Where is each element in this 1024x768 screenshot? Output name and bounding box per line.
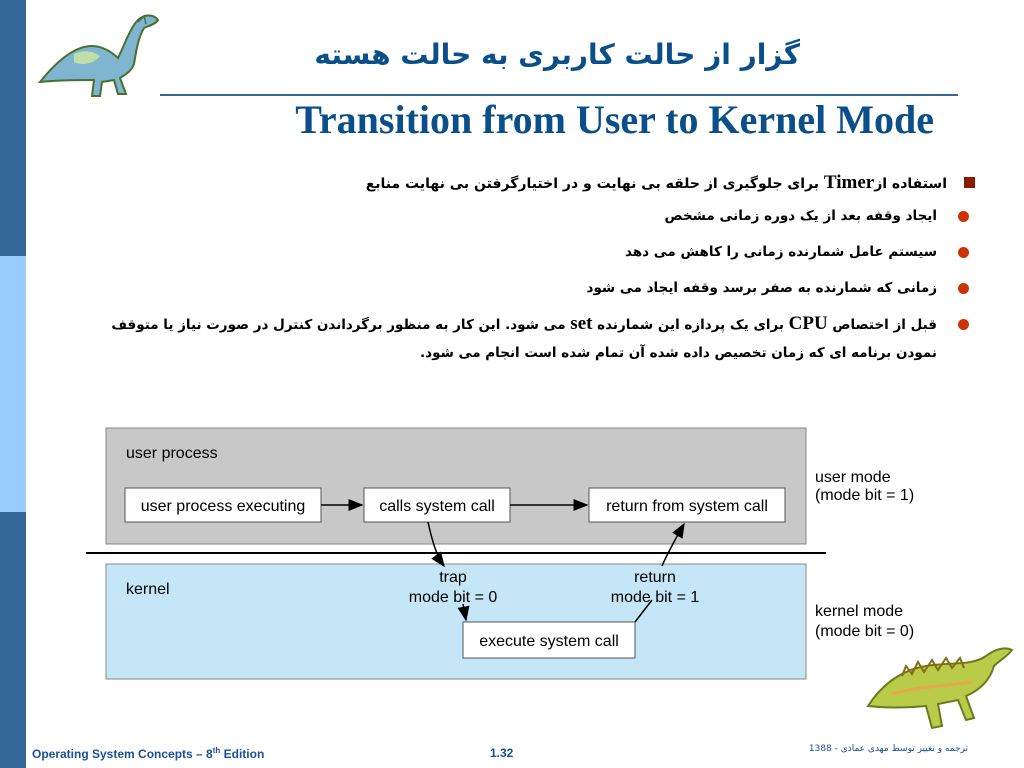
trap-label: trap: [439, 569, 467, 586]
sub-bullet-2-text: سیستم عامل شمارنده زمانی را کاهش می دهد: [624, 244, 937, 260]
main-bullet-text-pre: استفاده از: [874, 176, 947, 192]
user-process-executing-text: user process executing: [140, 498, 306, 515]
user-mode-bit-label: (mode bit = 1): [815, 487, 915, 504]
sub-bullet-4-text-3: می شود. این کار به منظور برگرداندن کنترل در صورت نیاز یا متوقف نمودن برنامه ای که زمان تخصیص داده شده آن تمام شده است انجام می شود.: [111, 317, 937, 361]
timer-term: Timer: [823, 172, 875, 193]
user-process-label: user process: [126, 445, 218, 462]
slide-title-persian: گزار از حالت کاربری به حالت هسته: [314, 38, 800, 71]
sub-bullet-4-text-1: قبل از اختصاص: [827, 317, 937, 333]
footer-page-number: 1.32: [490, 746, 514, 760]
set-term: set: [570, 313, 593, 334]
execute-system-call-text: execute system call: [479, 633, 619, 650]
user-mode-label: user mode: [815, 469, 891, 486]
trap-mode-bit-label: mode bit = 0: [408, 589, 498, 606]
return-label: return: [634, 569, 676, 586]
footer-book-title: [32, 746, 264, 761]
footer-book-sup: th: [212, 746, 221, 755]
calls-system-call-text: calls system call: [379, 498, 495, 515]
sub-bullet-3-text: زمانی که شمارنده به صفر برسد وقفه ایجاد می شود: [586, 280, 937, 296]
footer-book-suffix: Edition: [220, 747, 265, 761]
sub-bullet-4-text-2: برای یک پردازه این شمارنده: [592, 317, 789, 333]
footer-book-prefix: Operating System Concepts – 8: [32, 747, 213, 761]
main-bullet-text-post: برای جلوگیری از حلقه بی نهایت و در اختیارگرفتن بی نهایت منابع: [365, 176, 824, 192]
kernel-mode-label: kernel mode: [815, 603, 904, 620]
cpu-term: CPU: [788, 313, 828, 334]
kernel-mode-bit-label: (mode bit = 0): [815, 623, 915, 640]
sub-bullet-1-text: ایجاد وقفه بعد از یک دوره زمانی مشخص: [664, 208, 937, 224]
dinosaur-bottom-icon: [862, 636, 1022, 736]
kernel-label: kernel: [126, 581, 170, 598]
return-from-system-call-text: return from system call: [606, 498, 768, 515]
return-mode-bit-label: mode bit = 1: [610, 589, 700, 606]
footer-translator: ترجمه و تغییر توسط مهدی عمادی - 1388: [808, 744, 968, 754]
slide-title: Transition from User to Kernel Mode: [295, 97, 934, 142]
